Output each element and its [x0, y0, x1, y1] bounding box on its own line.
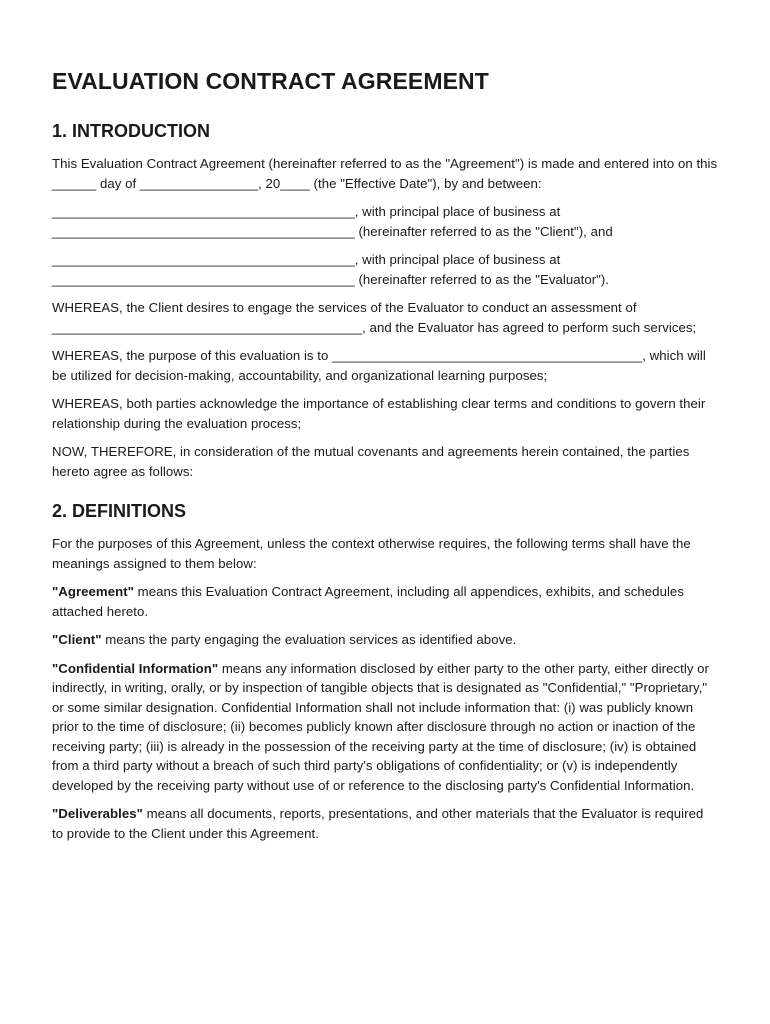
definition-text: means the party engaging the evaluation services as identified above. [101, 632, 517, 647]
definitions-intro: For the purposes of this Agreement, unless the context otherwise requires, the following terms shall have the meanings assigned to them below: [52, 536, 691, 571]
intro-paragraph-1: This Evaluation Contract Agreement (hereinafter referred to as the "Agreement") is made and entered into on this ______ day of ________________, 20____ (the "Effective Date"), by and between: [52, 156, 718, 191]
definition-term: "Confidential Information" [52, 660, 219, 676]
section-heading-definitions: 2. DEFINITIONS [52, 501, 187, 521]
section-definitions [52, 501, 718, 843]
definition-text: means all documents, reports, presentations, and other materials that the Evaluator is required to provide to the Client under this Agreement. [52, 806, 704, 841]
definition-text: means any information disclosed by either party to the other party, either directly or indirectly, in writing, orally, or by inspection of tangible objects that is designated as "Confidential," "Proprietary," or some similar designation. Confidential Information shall not include information that: (i) was publicly known prior to the time of disclosure; (ii) becomes publicly known after disclosure through no action or inaction of the receiving party; (iii) is already in the possession of the receiving party at the time of disclosure; (iv) is obtained from a third party without a breach of such third party's obligations of confidentiality; or (v) is independently developed by the receiving party without use of or reference to the disclosing party's Confidential Information. [52, 660, 709, 793]
definition-agreement [52, 582, 718, 621]
definition-term: "Deliverables" [52, 806, 143, 821]
intro-paragraph-client: _________________________________________, with principal place of business at _________________________________________ (hereinafter referred to as the "Client"), and [52, 204, 613, 239]
whereas-paragraph-2: WHEREAS, the purpose of this evaluation is to __________________________________________, which will be utilized for decision-making, accountability, and organizational learning purposes; [52, 348, 706, 383]
definition-confidential-information [52, 659, 718, 796]
definition-text: means this Evaluation Contract Agreement, including all appendices, exhibits, and schedules attached hereto. [52, 584, 684, 619]
section-heading-introduction: 1. INTRODUCTION [52, 121, 211, 141]
definition-term: "Client" [52, 632, 102, 647]
whereas-paragraph-1: WHEREAS, the Client desires to engage the services of the Evaluator to conduct an assessment of __________________________________________, and the Evaluator has agreed to perform such services; [52, 300, 697, 335]
now-therefore-paragraph: NOW, THEREFORE, in consideration of the mutual covenants and agreements herein contained, the parties hereto agree as follows: [52, 444, 690, 479]
definition-term: "Agreement" [52, 584, 134, 599]
definition-client [52, 630, 718, 650]
section-introduction [52, 121, 718, 481]
intro-paragraph-evaluator: _________________________________________, with principal place of business at _________________________________________ (hereinafter referred to as the "Evaluator"). [52, 252, 610, 287]
whereas-paragraph-3: WHEREAS, both parties acknowledge the importance of establishing clear terms and conditions to govern their relationship during the evaluation process; [52, 396, 706, 431]
definition-deliverables [52, 804, 718, 843]
document-title: EVALUATION CONTRACT AGREEMENT [52, 68, 489, 94]
